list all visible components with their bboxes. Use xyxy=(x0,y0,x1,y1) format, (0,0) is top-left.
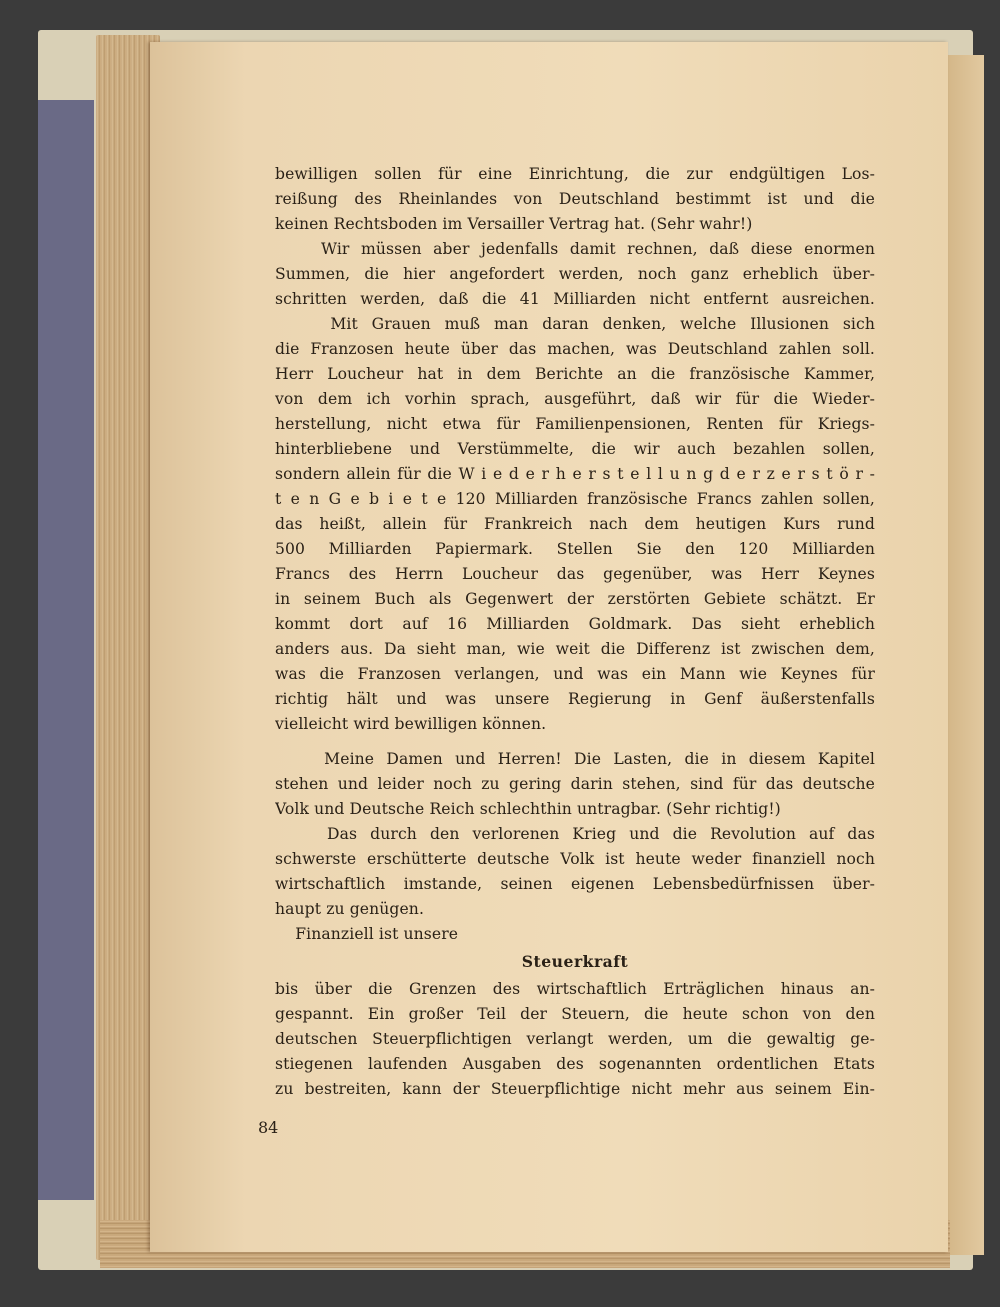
text-line: wirtschaftlich imstande, seinen eigenen Lebensbedürfnissen über- xyxy=(275,875,875,893)
text-line: hinterbliebene und Verstümmelte, die wir auch bezahlen sollen, xyxy=(275,440,875,458)
text-line: von dem ich vorhin sprach, ausgeführt, daß wir für die Wieder- xyxy=(275,390,875,408)
text-line: Finanziell ist unsere xyxy=(275,925,459,943)
text-line: 500 Milliarden Papiermark. Stellen Sie den 120 Milliarden xyxy=(275,540,875,558)
page-edges-right xyxy=(944,55,984,1255)
text-line: Das durch den verlorenen Krieg und die Revolution auf das xyxy=(275,825,875,843)
text-line: Herr Loucheur hat in dem Berichte an die französische Kammer, xyxy=(275,365,875,383)
text-line: bewilligen sollen für eine Einrichtung, die zur endgültigen Los- xyxy=(275,165,875,183)
text-line: haupt zu genügen. xyxy=(275,900,425,918)
section-heading: Steuerkraft xyxy=(521,952,629,971)
text-line: Wir müssen aber jedenfalls damit rechnen, daß diese enormen xyxy=(275,240,875,258)
text-line: das heißt, allein für Frankreich nach dem heutigen Kurs rund xyxy=(275,515,875,533)
text-line: schwerste erschütterte deutsche Volk ist heute weder finanziell noch xyxy=(275,850,875,868)
text-line: herstellung, nicht etwa für Familienpensionen, Renten für Kriegs- xyxy=(275,415,875,433)
text-line: stiegenen laufenden Ausgaben des sogenannten ordentlichen Etats xyxy=(275,1055,875,1073)
page-body-text xyxy=(275,162,875,1102)
text-line: schritten werden, daß die 41 Milliarden nicht entfernt ausreichen. xyxy=(275,290,875,308)
text-line: deutschen Steuerpflichtigen verlangt werden, um die gewaltig ge- xyxy=(275,1030,875,1048)
text-line: Meine Damen und Herren! Die Lasten, die in diesem Kapitel xyxy=(275,750,875,768)
text-line: vielleicht wird bewilligen können. xyxy=(275,715,547,733)
text-line: richtig hält und was unsere Regierung in Genf äußerstenfalls xyxy=(275,690,875,708)
text-line: Mit Grauen muß man daran denken, welche Illusionen sich xyxy=(275,315,875,333)
text-line: Volk und Deutsche Reich schlechthin untragbar. (Sehr richtig!) xyxy=(275,800,781,818)
text-line: was die Franzosen verlangen, und was ein Mann wie Keynes für xyxy=(275,665,875,683)
text-line: Summen, die hier angefordert werden, noch ganz erheblich über- xyxy=(275,265,875,283)
text-line: bis über die Grenzen des wirtschaftlich Erträglichen hinaus an- xyxy=(275,980,875,998)
text-line: gespannt. Ein großer Teil der Steuern, die heute schon von den xyxy=(275,1005,875,1023)
book-spine-cloth xyxy=(38,100,94,1200)
text-line: in seinem Buch als Gegenwert der zerstörten Gebiete schätzt. Er xyxy=(275,590,875,608)
text-line: t e n G e b i e t e 120 Milliarden französische Francs zahlen sollen, xyxy=(275,490,875,508)
text-line: sondern allein für die W i e d e r h e r s t e l l u n g d e r z e r s t ö r - xyxy=(275,465,875,483)
text-line: zu bestreiten, kann der Steuerpflichtige nicht mehr aus seinem Ein- xyxy=(275,1080,875,1098)
text-line: Francs des Herrn Loucheur das gegenüber, was Herr Keynes xyxy=(275,565,875,583)
text-line: keinen Rechtsboden im Versailler Vertrag hat. (Sehr wahr!) xyxy=(275,215,753,233)
text-line: anders aus. Da sieht man, wie weit die Differenz ist zwischen dem, xyxy=(275,640,875,658)
text-line: reißung des Rheinlandes von Deutschland bestimmt ist und die xyxy=(275,190,875,208)
text-line: stehen und leider noch zu gering darin stehen, sind für das deutsche xyxy=(275,775,875,793)
text-line: die Franzosen heute über das machen, was Deutschland zahlen soll. xyxy=(275,340,875,358)
page-number: 84 xyxy=(258,1118,279,1137)
text-line: kommt dort auf 16 Milliarden Goldmark. Das sieht erheblich xyxy=(275,615,875,633)
